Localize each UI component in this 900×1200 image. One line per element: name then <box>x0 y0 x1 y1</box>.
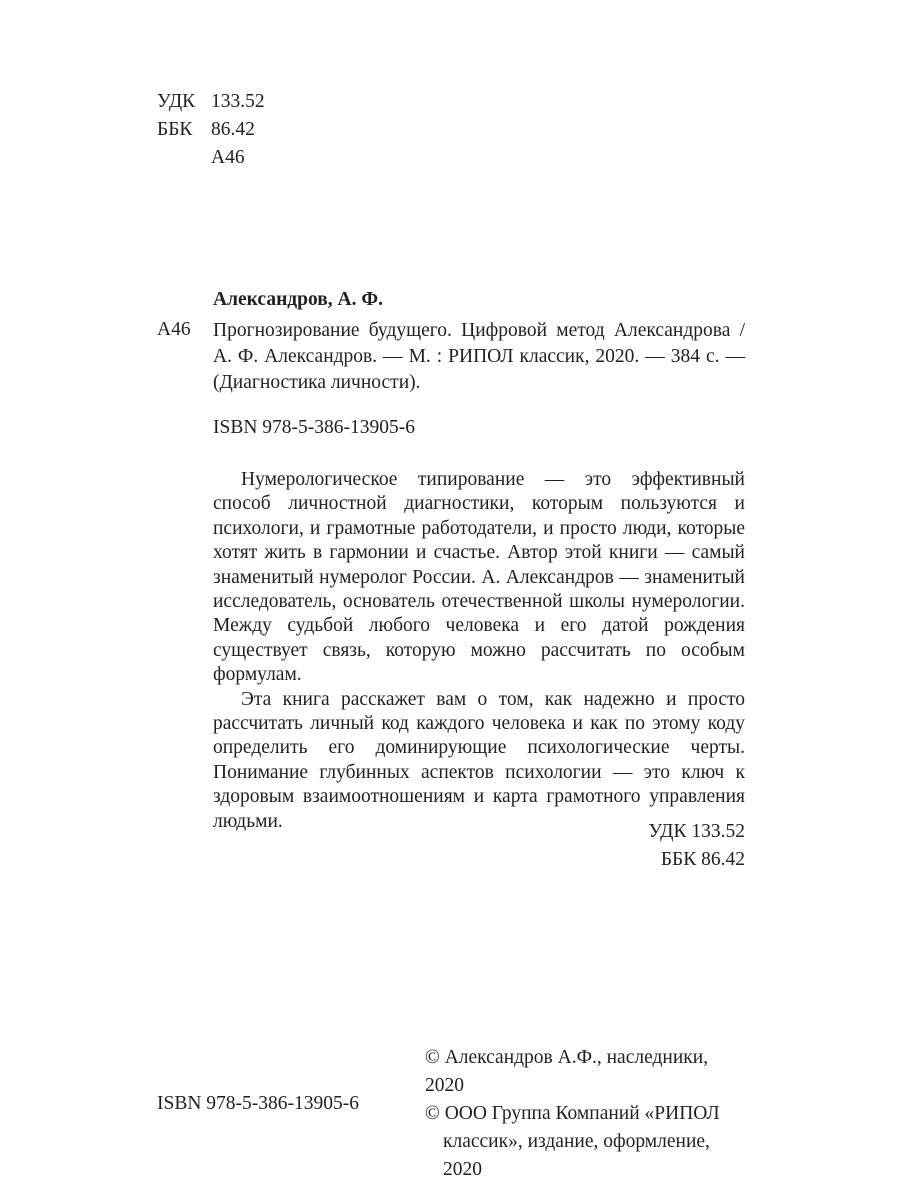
udk-value: 133.52 <box>211 91 265 112</box>
classification-codes-right <box>648 818 745 874</box>
isbn: ISBN 978-5-386-13905-6 <box>213 417 416 438</box>
classification-codes <box>157 88 265 172</box>
bbk-row <box>157 116 265 144</box>
copyright-publisher-cont: классик», издание, оформление, 2020 <box>443 1131 710 1180</box>
copyright-publisher: © ООО Группа Компаний «РИПОЛ <box>425 1103 720 1124</box>
bbk-label: ББК <box>157 119 193 140</box>
udk-code: УДК 133.52 <box>648 821 745 842</box>
index-mark: А46 <box>157 319 191 340</box>
bbk-code: ББК 86.42 <box>660 849 745 870</box>
author-mark: А46 <box>211 147 245 168</box>
author-mark-row <box>157 144 265 172</box>
bbk-value: 86.42 <box>211 119 255 140</box>
bibliographic-description: Прогнозирование будущего. Цифровой метод Александрова / А. Ф. Александров. — М. : РИПОЛ классик, 2020. — 384 с. — (Диагностика личности). <box>213 320 745 393</box>
annotation <box>213 468 745 834</box>
isbn-footer: ISBN 978-5-386-13905-6 <box>157 1093 360 1114</box>
udk-label: УДК <box>157 91 196 112</box>
copyright-author: © Александров А.Ф., наследники, 2020 <box>425 1047 709 1096</box>
annotation-paragraph: Нумерологическое типирование — это эффективный способ личностной диагностики, которым пользуются и психологи, и грамотные работодатели, и просто люди, которые хотят жить в гармонии и счастье. Автор этой книги — самый знаменитый нумеролог России. А. Александров — знаменитый исследователь, основатель отечественной школы нумерологии. Между судьбой любого человека и его датой рождения существует связь, которую можно рассчитать по особым формулам. <box>213 469 745 686</box>
copyright-block <box>425 1044 745 1184</box>
annotation-paragraph: Эта книга расскажет вам о том, как надежно и просто рассчитать личный код каждого человека и как по этому коду определить его доминирующие психологические черты. Понимание глубинных аспектов психологии — это ключ к здоровым взаимоотношениям и карта грамотного управления людьми. <box>213 688 745 832</box>
udk-row <box>157 88 265 116</box>
author-heading: Александров, А. Ф. <box>213 289 384 310</box>
